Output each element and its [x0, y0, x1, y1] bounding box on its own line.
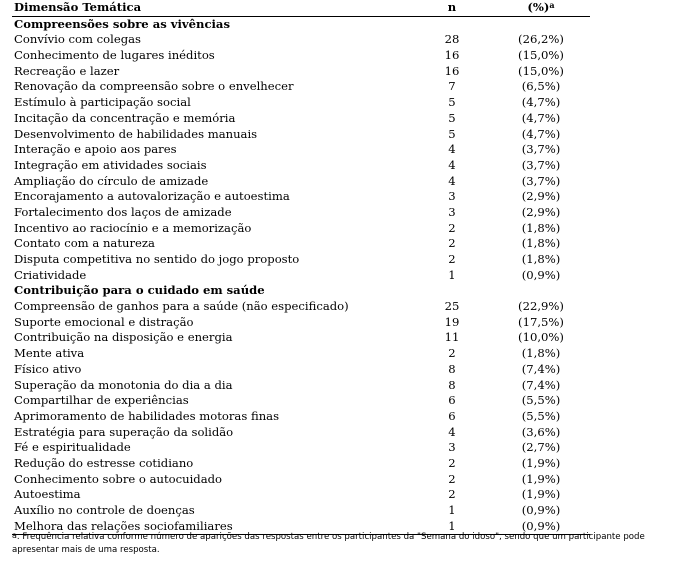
- row-n: 25: [444, 299, 460, 314]
- row-label: Autoestima: [14, 487, 81, 502]
- row-n: 6: [448, 408, 456, 423]
- footnote: [12, 531, 672, 556]
- table-row: [12, 315, 590, 331]
- row-label: Renovação da compreensão sobre o envelhecer: [14, 79, 294, 94]
- table-row: [12, 32, 590, 48]
- row-pct: (0,9%): [521, 267, 561, 282]
- row-label: Suporte emocional e distração: [14, 314, 194, 329]
- row-pct: (3,7%): [521, 157, 561, 172]
- row-pct: (1,9%): [521, 455, 561, 470]
- row-n: 4: [448, 157, 456, 172]
- row-n: 4: [448, 173, 456, 188]
- row-n: 2: [448, 220, 456, 235]
- row-n: 11: [444, 330, 460, 345]
- row-n: 2: [448, 471, 456, 486]
- row-label: Encorajamento a autovalorização e autoestima: [14, 189, 290, 204]
- row-label: Conhecimento de lugares inéditos: [14, 48, 215, 63]
- header-dimension: Dimensão Temática: [14, 0, 142, 14]
- table-row: [12, 205, 590, 221]
- row-n: 2: [448, 252, 456, 266]
- row-n: 2: [448, 346, 456, 361]
- row-label: Redução do estresse cotidiano: [14, 455, 194, 470]
- table-row: [12, 487, 590, 503]
- footnote-text: . Frequência relativa conforme número de aparições das respostas entre os participantes da "Semana do idoso", sendo que um participante pode apresentar mais de uma resposta.: [12, 532, 645, 555]
- table-body: [12, 17, 590, 535]
- row-pct: (22,9%): [518, 299, 564, 314]
- row-n: 19: [444, 314, 460, 329]
- row-n: 5: [448, 95, 456, 110]
- table-row: [12, 127, 590, 143]
- row-n: 8: [448, 361, 456, 376]
- section-title: [12, 17, 590, 33]
- row-pct: (5,5%): [521, 408, 561, 423]
- table-row: [12, 425, 590, 441]
- table-row: [12, 378, 590, 394]
- row-label: Integração em atividades sociais: [14, 157, 207, 172]
- row-label: Fé e espiritualidade: [14, 440, 131, 455]
- row-n: 1: [448, 267, 456, 282]
- row-n: 16: [444, 48, 460, 63]
- row-n: 4: [448, 424, 456, 439]
- row-pct: (1,8%): [521, 236, 561, 251]
- row-label: Auxílio no controle de doenças: [14, 503, 195, 517]
- row-label: Desenvolvimento de habilidades manuais: [14, 126, 258, 141]
- row-pct: (6,5%): [521, 79, 561, 94]
- table-row: [12, 111, 590, 127]
- row-pct: (3,7%): [521, 142, 561, 157]
- table-row: [12, 95, 590, 111]
- table-row: [12, 48, 590, 64]
- table-row: [12, 79, 590, 95]
- row-label: Físico ativo: [14, 361, 82, 376]
- table-row: [12, 268, 590, 284]
- row-label: Criatividade: [14, 267, 87, 282]
- table-row: [12, 440, 590, 456]
- section-title-label: Contribuição para o cuidado em saúde: [14, 283, 265, 298]
- row-pct: (4,7%): [521, 110, 561, 125]
- section-title: [12, 283, 590, 299]
- row-pct: (3,7%): [521, 173, 561, 188]
- row-n: 7: [448, 79, 456, 94]
- row-label: Mente ativa: [14, 346, 85, 361]
- table-header: [12, 0, 590, 16]
- row-n: 6: [448, 393, 456, 408]
- table-row: [12, 330, 590, 346]
- row-n: 3: [448, 204, 456, 219]
- row-pct: (26,2%): [518, 32, 564, 47]
- header-pct: (%)$^a$: [527, 0, 555, 14]
- row-pct: (3,6%): [521, 424, 561, 439]
- table-row: [12, 142, 590, 158]
- table-row: [12, 252, 590, 268]
- footnote-marker: a: [12, 531, 17, 540]
- row-label: Fortalecimento dos laços de amizade: [14, 204, 232, 219]
- row-pct: (15,0%): [518, 48, 564, 63]
- row-n: 8: [448, 377, 456, 392]
- row-label: Disputa competitiva no sentido do jogo proposto: [14, 252, 300, 266]
- row-n: 1: [448, 518, 456, 533]
- table-row: [12, 456, 590, 472]
- row-pct: (7,4%): [521, 361, 561, 376]
- table-row: [12, 409, 590, 425]
- row-pct: (1,8%): [521, 346, 561, 361]
- row-pct: (2,9%): [521, 204, 561, 219]
- row-label: Aprimoramento de habilidades motoras finas: [14, 408, 280, 423]
- row-n: 2: [448, 487, 456, 502]
- row-label: Incitação da concentração e memória: [14, 110, 236, 125]
- row-n: 2: [448, 236, 456, 251]
- row-label: Estímulo à participação social: [14, 95, 191, 110]
- table-row: [12, 221, 590, 237]
- row-n: 5: [448, 126, 456, 141]
- row-label: Melhora das relações sociofamiliares: [14, 518, 233, 533]
- row-label: Convívio com colegas: [14, 32, 141, 47]
- table-row: [12, 393, 590, 409]
- table-row: [12, 174, 590, 190]
- row-pct: (2,7%): [521, 440, 561, 455]
- table-row: [12, 346, 590, 362]
- row-label: Compartilhar de experiências: [14, 393, 189, 408]
- row-label: Estratégia para superação da solidão: [14, 424, 234, 439]
- row-label: Conhecimento sobre o autocuidado: [14, 471, 223, 486]
- row-pct: (4,7%): [521, 126, 561, 141]
- table-row: [12, 158, 590, 174]
- row-n: 5: [448, 110, 456, 125]
- row-label: Superação da monotonia do dia a dia: [14, 377, 233, 392]
- row-label: Ampliação do círculo de amizade: [14, 173, 209, 188]
- table-row: [12, 503, 590, 519]
- row-n: 4: [448, 142, 456, 157]
- row-pct: (0,9%): [521, 503, 561, 517]
- row-label: Interação e apoio aos pares: [14, 142, 177, 157]
- table-row: [12, 64, 590, 80]
- row-pct: (0,9%): [521, 518, 561, 533]
- row-label: Recreação e lazer: [14, 63, 120, 78]
- row-label: Contribuição na disposição e energia: [14, 330, 233, 345]
- row-pct: (1,9%): [521, 487, 561, 502]
- row-pct: (1,8%): [521, 220, 561, 235]
- row-label: Incentivo ao raciocínio e a memorização: [14, 220, 252, 235]
- table-row: [12, 189, 590, 205]
- row-label: Contato com a natureza: [14, 236, 155, 251]
- table-row: [12, 472, 590, 488]
- row-label: Compreensão de ganhos para a saúde (não especificado): [14, 299, 349, 314]
- thematic-table: [12, 0, 590, 535]
- row-n: 2: [448, 455, 456, 470]
- row-n: 16: [444, 63, 460, 78]
- header-n: n: [447, 0, 457, 14]
- row-pct: (2,9%): [521, 189, 561, 204]
- table-row: [12, 362, 590, 378]
- row-n: 3: [448, 189, 456, 204]
- row-pct: (5,5%): [521, 393, 561, 408]
- table-row: [12, 236, 590, 252]
- section-title-label: Compreensões sobre as vivências: [14, 16, 230, 31]
- row-n: 3: [448, 440, 456, 455]
- row-pct: (1,9%): [521, 471, 561, 486]
- row-pct: (4,7%): [521, 95, 561, 110]
- row-n: 28: [444, 32, 460, 47]
- row-pct: (7,4%): [521, 377, 561, 392]
- row-pct: (10,0%): [518, 330, 564, 345]
- row-n: 1: [448, 503, 456, 517]
- row-pct: (1,8%): [521, 252, 561, 266]
- row-pct: (17,5%): [518, 314, 564, 329]
- table-row: [12, 299, 590, 315]
- row-pct: (15,0%): [518, 63, 564, 78]
